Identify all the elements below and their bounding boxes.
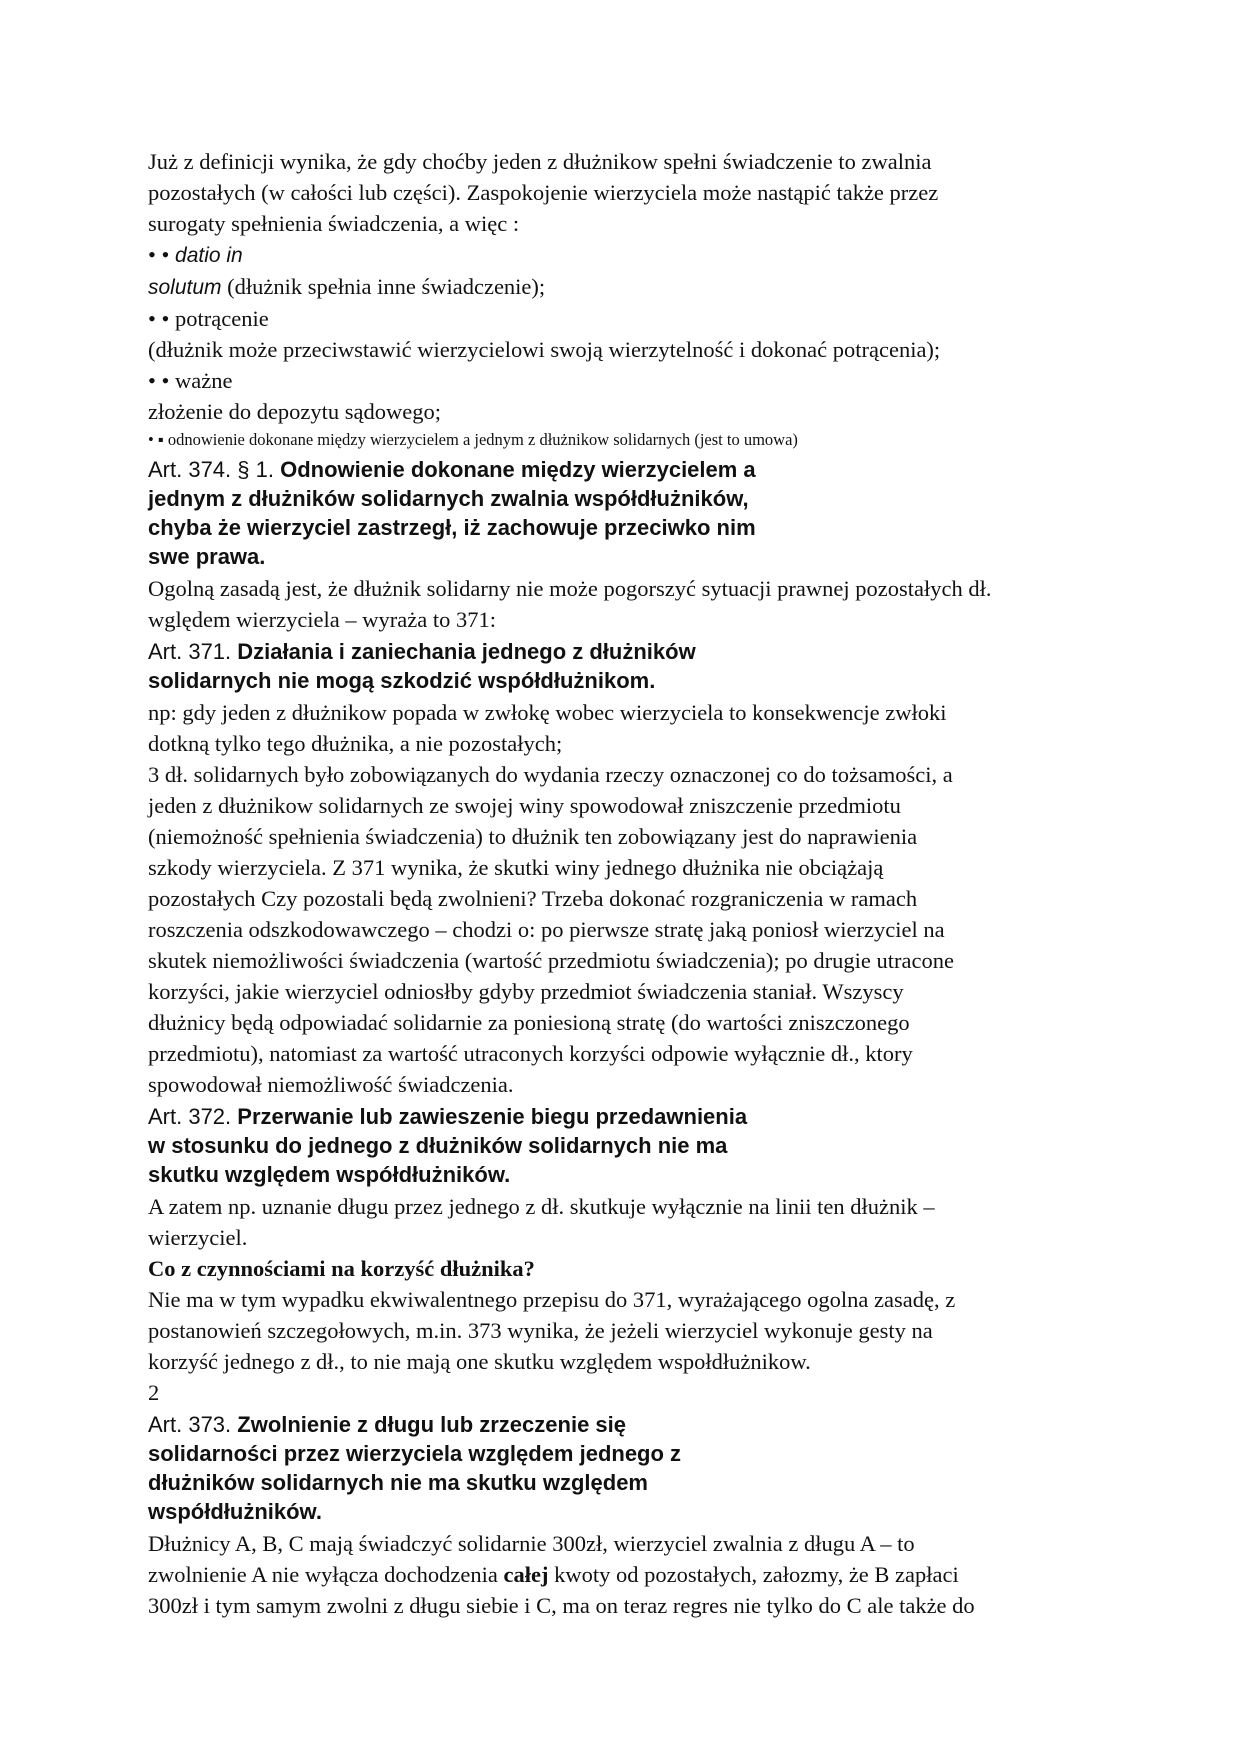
paragraph-3-line-12: przedmiotu), natomiast za wartość utraconych korzyści odpowie wyłącznie dł., ktory [148,1041,913,1066]
intro-line-1: Już z definicji wynika, że gdy choćby jeden z dłużnikow spełni świadczenie to zwalnia [148,149,932,174]
paragraph-2-line-2: wględem wierzyciela – wyraża to 371: [148,607,496,632]
paragraph-4-line-1: A zatem np. uznanie długu przez jednego z dł. skutkuje wyłącznie na linii ten dłużnik – [148,1194,935,1219]
bullet-icon: • • [148,242,170,267]
paragraph-3-line-1: np: gdy jeden z dłużnikow popada w zwłokę wobec wierzyciela to konsekwencje zwłoki [148,700,947,725]
article-374-line-1: Odnowienie dokonane między wierzycielem a [273,457,756,482]
paragraph-3-line-6: szkody wierzyciela. Z 371 wynika, że skutki winy jednego dłużnika nie obciążają [148,855,884,880]
bullet-1-term2: solutum [148,276,222,299]
intro-line-3: surogaty spełnienia świadczenia, a więc : [148,211,520,236]
paragraph-3-line-5: (niemożność spełnienia świadczenia) to dłużnik ten zobowiązany jest do naprawienia [148,824,918,849]
article-373-line-2: solidarności przez wierzyciela względem jednego z [148,1441,682,1466]
bullet-2 [148,303,1088,334]
bullet-3-rest: złożenie do depozytu sądowego; [148,399,442,424]
bullet-3 [148,365,1088,396]
article-371-number: Art. 371. [148,639,232,664]
article-374-line-3: chyba że wierzyciel zastrzegł, iż zachowuje przeciwko nim [148,515,756,540]
paragraph-3-line-11: dłużnicy będą odpowiadać solidarnie za poniesioną stratę (do wartości zniszczonego [148,1010,910,1035]
paragraph-3-line-4: jeden z dłużnikow solidarnych ze swojej winy spowodował zniszczenie przedmiotu [148,793,901,818]
bullet-icon: • • [148,368,170,393]
article-374-line-2: jednym z dłużników solidarnych zwalnia współdłużników, [148,486,749,511]
article-371-line-2: solidarnych nie mogą szkodzić współdłużnikom. [148,668,656,693]
article-371-line-1: Działania i zaniechania jednego z dłużników [231,639,696,664]
paragraph-4-line-2: wierzyciel. [148,1225,248,1250]
bullet-1-term: datio in [175,244,243,267]
page-number: 2 [148,1380,160,1405]
paragraph-6-line-3: 300zł i tym samym zwolni z długu siebie i C, ma on teraz regres nie tylko do C ale także do [148,1593,975,1618]
bullet-1-rest: (dłużnik spełnia inne świadczenie); [221,274,546,299]
paragraph-6-line-1: Dłużnicy A, B, C mają świadczyć solidarnie 300zł, wierzyciel zwalnia z długu A – to [148,1531,915,1556]
paragraph-6-line-2: zwolnienie A nie wyłącza dochodzenia całej kwoty od pozostałych, załozmy, że B zapłaci [148,1562,959,1587]
bullet-1 [148,239,1088,271]
paragraph-5-line-1: Nie ma w tym wypadku ekwiwalentnego przepisu do 371, wyrażającego ogolna zasadę, z [148,1287,956,1312]
paragraph-3-line-2: dotkną tylko tego dłużnika, a nie pozostałych; [148,731,563,756]
article-372-number: Art. 372. [148,1104,232,1129]
bullet-2-term: potrącenie [175,306,269,331]
article-374-number: Art. 374. § 1. [148,457,274,482]
paragraph-3-line-13: spowodował niemożliwość świadczenia. [148,1072,514,1097]
article-374 [148,455,1088,571]
paragraph-3-line-8: roszczenia odszkodowawczego – chodzi o: po pierwsze stratę jaką poniosł wierzyciel na [148,917,945,942]
article-372-line-3: skutku względem współdłużników. [148,1162,511,1187]
paragraph-2-line-1: Ogolną zasadą jest, że dłużnik solidarny nie może pogorszyć sytuacji prawnej pozostałych dł. [148,576,992,601]
bullet-1-cont [148,271,1088,303]
bullet-icon: • • [148,306,170,331]
paragraph-3-line-7: pozostałych Czy pozostali będą zwolnieni? Trzeba dokonać rozgraniczenia w ramach [148,886,918,911]
paragraph-5-line-3: korzyść jednego z dł., to nie mają one skutku względem wspołdłużnikow. [148,1349,811,1374]
paragraph-3-line-9: skutek niemożliwości świadczenia (wartość przedmiotu świadczenia); po drugie utracone [148,948,954,973]
bullet-icon: • ▪ [148,430,164,449]
article-373 [148,1410,1088,1526]
emphasis-calej: całej [503,1562,549,1587]
article-374-line-4: swe prawa. [148,544,266,569]
intro-line-2: pozostałych (w całości lub części). Zaspokojenie wierzyciela może nastąpić także przez [148,180,939,205]
article-372 [148,1102,1088,1189]
article-371 [148,637,1088,695]
article-373-number: Art. 373. [148,1412,232,1437]
article-373-line-3: dłużników solidarnych nie ma skutku względem [148,1470,648,1495]
bullet-4 [148,427,1088,453]
section-heading: Co z czynnościami na korzyść dłużnika? [148,1256,535,1281]
paragraph-3-line-3: 3 dł. solidarnych było zobowiązanych do wydania rzeczy oznaczonej co do tożsamości, a [148,762,953,787]
article-372-line-1: Przerwanie lub zawieszenie biegu przedawnienia [231,1104,748,1129]
article-373-line-4: współdłużników. [148,1499,322,1524]
bullet-3-term: ważne [175,368,233,393]
paragraph-5-line-2: postanowień szczegołowych, m.in. 373 wynika, że jeżeli wierzyciel wykonuje gesty na [148,1318,933,1343]
bullet-2-rest: (dłużnik może przeciwstawić wierzycielowi swoją wierzytelność i dokonać potrącenia); [148,337,941,362]
document-page [148,146,1088,1621]
bullet-4-text: odnowienie dokonane między wierzycielem a jednym z dłużnikow solidarnych (jest to umowa) [167,430,798,449]
article-373-line-1: Zwolnienie z długu lub zrzeczenie się [231,1412,626,1437]
article-372-line-2: w stosunku do jednego z dłużników solidarnych nie ma [148,1133,728,1158]
paragraph-3-line-10: korzyści, jakie wierzyciel odniosłby gdyby przedmiot świadczenia staniał. Wszyscy [148,979,904,1004]
